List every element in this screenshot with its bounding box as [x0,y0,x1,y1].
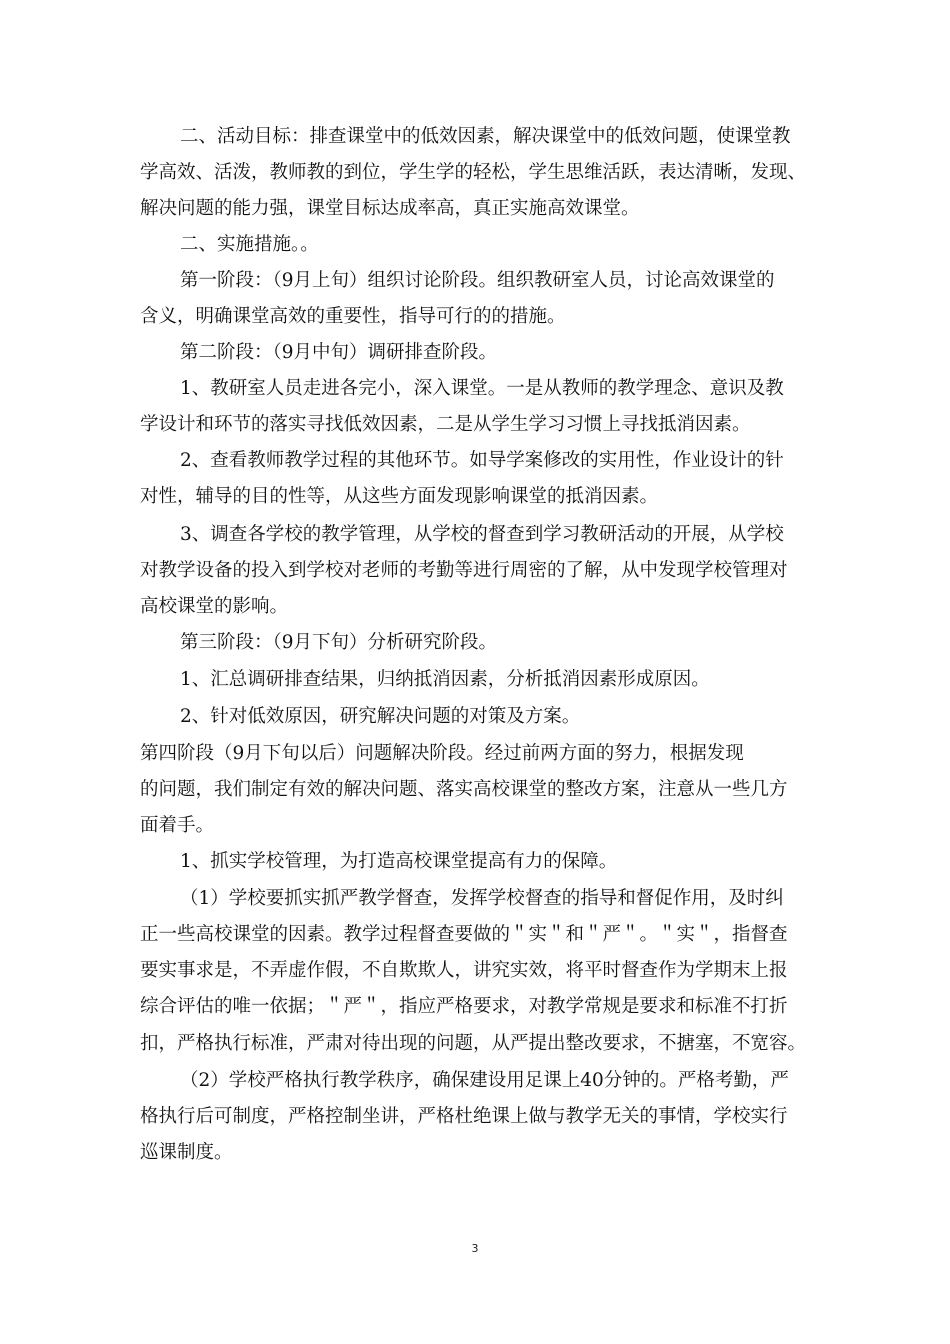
body-line: 扣，严格执行标准，严肃对待出现的问题，从严提出整改要求，不搪塞，不宽容。 [140,1033,807,1054]
body-line: 综合评估的唯一依据；＂严＂，指应严格要求，对教学常规是要求和标准不打折 [140,996,788,1017]
body-line: 的问题，我们制定有效的解决问题、落实高校课堂的整改方案，注意从一些几方 [140,779,788,800]
body-line: 面着手。 [140,815,215,836]
body-line: 学设计和环节的落实寻找低效因素，二是从学生学习习惯上寻找抵消因素。 [140,414,751,435]
body-line: 高校课堂的影响。 [140,596,289,617]
body-line: 对教学设备的投入到学校对老师的考勤等进行周密的了解，从中发现学校管理对 [140,560,788,581]
body-line: 1、汇总调研排查结果，归纳抵消因素，分析抵消因素形成原因。 [180,669,710,690]
body-line: 学高效、活泼，教师教的到位，学生学的轻松，学生思维活跃，表达清晰，发现、 [140,162,807,183]
body-line: 第三阶段：（9月下旬）分析研究阶段。 [180,632,498,653]
body-line: 1、教研室人员走进各完小，深入课堂。一是从教师的教学理念、意识及教 [180,378,784,399]
body-line: 正一些高校课堂的因素。教学过程督查要做的＂实＂和＂严＂。＂实＂，指督查 [140,924,788,945]
body-line: 3、调查各学校的教学管理，从学校的督查到学习教研活动的开展，从学校 [180,524,784,545]
body-line: 2、针对低效原因，研究解决问题的对策及方案。 [180,706,581,727]
body-line: 第四阶段（9月下旬以后）问题解决阶段。经过前两方面的努力，根据发现 [140,743,744,764]
body-line: 二、活动目标：排查课堂中的低效因素，解决课堂中的低效问题，使课堂教 [180,126,791,147]
body-line: （1）学校要抓实抓严教学督查，发挥学校督查的指导和督促作用，及时纠 [180,888,784,909]
body-line: 2、查看教师教学过程的其他环节。如导学案修改的实用性，作业设计的针 [180,450,784,471]
body-line: 1、抓实学校管理，为打造高校课堂提高有力的保障。 [180,851,618,872]
body-line: 含义，明确课堂高效的重要性，指导可行的的措施。 [140,306,566,327]
body-line: 要实事求是，不弄虚作假，不自欺欺人，讲究实效，将平时督查作为学期末上报 [140,960,788,981]
body-line: 格执行后可制度，严格控制坐讲，严格杜绝课上做与教学无关的事情，学校实行 [140,1106,788,1127]
body-line: 解决问题的能力强，课堂目标达成率高，真正实施高效课堂。 [140,198,640,219]
body-line: （2）学校严格执行教学秩序，确保建设用足课上40分钟的。严格考勤，严 [180,1070,789,1091]
body-line: 二、实施措施。。 [180,234,319,255]
body-line: 对性，辅导的目的性等，从这些方面发现影响课堂的抵消因素。 [140,486,659,507]
body-line: 第一阶段：（9月上旬）组织讨论阶段。组织教研室人员，讨论高效课堂的 [180,270,775,291]
body-line: 第二阶段：（9月中旬）调研排查阶段。 [180,342,498,363]
body-line: 巡课制度。 [140,1142,233,1163]
page-number: 3 [471,1242,479,1255]
